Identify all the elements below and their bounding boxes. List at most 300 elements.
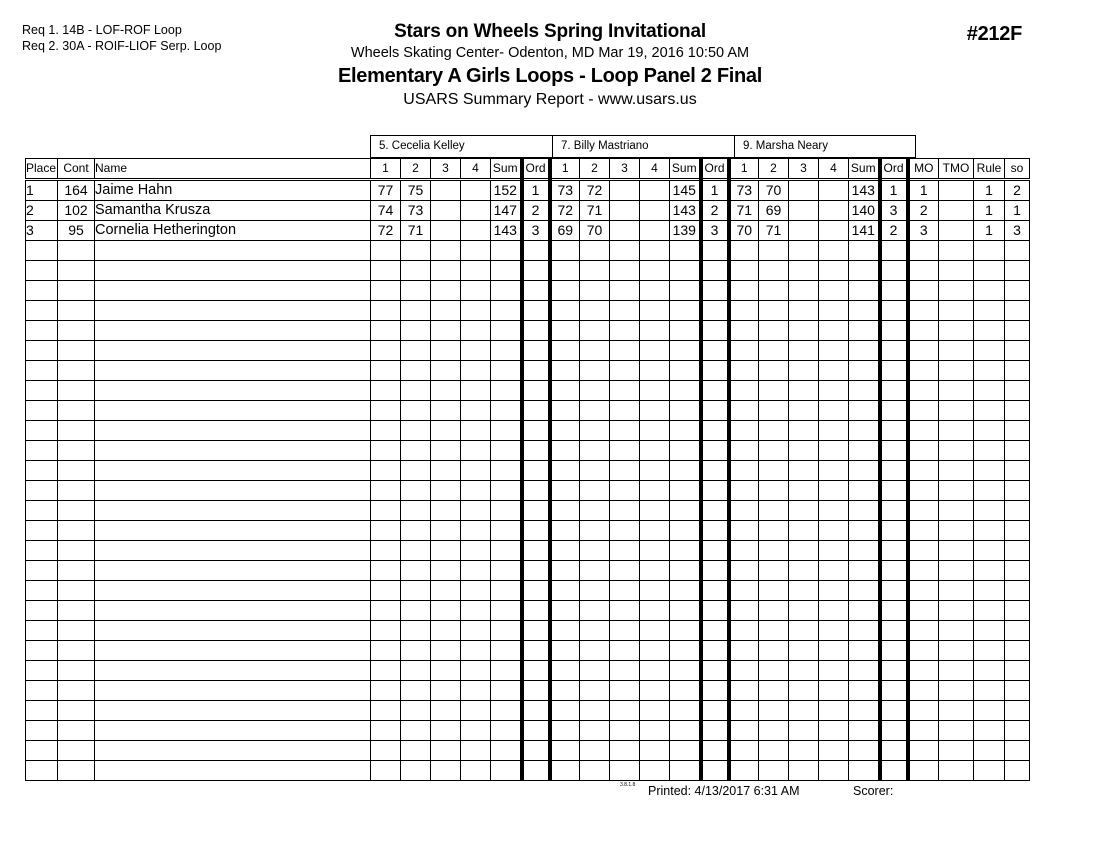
cell-judge2-element4 [640, 401, 670, 421]
cell-cont [58, 301, 95, 321]
cell-rule [974, 441, 1005, 461]
cell-judge3-element1 [729, 341, 759, 361]
cell-judge3-sum [849, 481, 880, 501]
cell-judge3-element2 [759, 541, 789, 561]
column-header-judge2-ord: Ord [701, 159, 729, 180]
column-header-tmo: TMO [939, 159, 974, 180]
judge-panel-1: 5. Cecelia Kelley [370, 135, 552, 158]
cell-so [1005, 421, 1030, 441]
report-number: #212F [966, 23, 1022, 45]
cell-judge2-element1 [550, 421, 580, 441]
cell-judge2-sum [670, 581, 701, 601]
cell-judge3-ord [880, 601, 908, 621]
table-row-empty[interactable] [26, 241, 1030, 261]
column-header-rule: Rule [974, 159, 1005, 180]
cell-judge3-element1 [729, 561, 759, 581]
cell-judge3-sum [849, 441, 880, 461]
cell-judge2-element2 [580, 541, 610, 561]
cell-cont [58, 621, 95, 641]
cell-judge1-element2 [401, 481, 431, 501]
cell-tmo [939, 661, 974, 681]
cell-judge1-element4 [461, 521, 491, 541]
cell-place [26, 641, 58, 661]
cell-judge1-element4 [461, 180, 491, 201]
cell-judge1-element2 [401, 621, 431, 641]
cell-name: Jaime Hahn [95, 180, 371, 201]
cell-so [1005, 561, 1030, 581]
cell-tmo [939, 521, 974, 541]
cell-so [1005, 541, 1030, 561]
cell-mo: 2 [908, 201, 939, 221]
cell-judge3-ord [880, 421, 908, 441]
cell-judge2-sum [670, 601, 701, 621]
cell-judge2-element2 [580, 421, 610, 441]
cell-judge1-element1 [371, 361, 401, 381]
cell-cont [58, 581, 95, 601]
cell-judge1-element2 [401, 341, 431, 361]
cell-tmo [939, 221, 974, 241]
cell-judge1-element2: 71 [401, 221, 431, 241]
cell-place [26, 741, 58, 761]
cell-judge3-sum [849, 561, 880, 581]
cell-judge2-ord [701, 701, 729, 721]
table-row-empty[interactable] [26, 281, 1030, 301]
cell-judge2-sum [670, 461, 701, 481]
cell-tmo [939, 481, 974, 501]
cell-name [95, 361, 371, 381]
table-row-empty[interactable] [26, 261, 1030, 281]
cell-judge1-element1 [371, 261, 401, 281]
cell-judge1-element3 [431, 180, 461, 201]
cell-place [26, 581, 58, 601]
cell-judge2-element1 [550, 321, 580, 341]
cell-judge1-element3 [431, 261, 461, 281]
cell-judge2-element2 [580, 361, 610, 381]
cell-judge2-element3 [610, 441, 640, 461]
table-row-empty[interactable] [26, 621, 1030, 641]
table-row-empty[interactable] [26, 481, 1030, 501]
cell-mo [908, 441, 939, 461]
cell-judge2-sum [670, 641, 701, 661]
cell-judge2-element2 [580, 661, 610, 681]
cell-judge1-sum [491, 321, 522, 341]
cell-cont [58, 561, 95, 581]
cell-tmo [939, 681, 974, 701]
cell-judge3-element2 [759, 481, 789, 501]
cell-judge1-ord [522, 761, 550, 781]
table-header-row [26, 159, 1030, 180]
cell-mo [908, 401, 939, 421]
cell-cont [58, 341, 95, 361]
cell-judge3-ord [880, 541, 908, 561]
cell-judge1-ord [522, 261, 550, 281]
cell-judge1-element4 [461, 281, 491, 301]
cell-judge3-element1 [729, 361, 759, 381]
cell-judge3-element1 [729, 681, 759, 701]
table-row-empty[interactable] [26, 701, 1030, 721]
cell-judge3-ord [880, 721, 908, 741]
cell-judge3-sum [849, 741, 880, 761]
cell-judge3-element1 [729, 421, 759, 441]
cell-judge1-ord: 3 [522, 221, 550, 241]
table-row-empty[interactable] [26, 341, 1030, 361]
cell-judge1-element3 [431, 741, 461, 761]
cell-judge2-element1 [550, 341, 580, 361]
cell-judge2-sum [670, 761, 701, 781]
cell-judge2-element1 [550, 761, 580, 781]
cell-judge3-ord [880, 481, 908, 501]
cell-judge3-element1 [729, 641, 759, 661]
cell-so: 1 [1005, 201, 1030, 221]
requirement-line-2: Req 2. 30A - ROIF-LIOF Serp. Loop [22, 39, 222, 53]
cell-so [1005, 721, 1030, 741]
cell-place [26, 501, 58, 521]
cell-judge2-ord: 2 [701, 201, 729, 221]
cell-judge1-element1 [371, 541, 401, 561]
column-header-judge1-element1: 1 [371, 159, 401, 180]
cell-judge1-element1 [371, 561, 401, 581]
cell-judge1-element3 [431, 681, 461, 701]
cell-judge2-element2 [580, 741, 610, 761]
cell-judge2-element4 [640, 641, 670, 661]
cell-judge3-element2 [759, 721, 789, 741]
cell-judge3-element3 [789, 281, 819, 301]
table-row-empty[interactable] [26, 461, 1030, 481]
cell-place [26, 701, 58, 721]
cell-mo [908, 641, 939, 661]
cell-judge1-element2 [401, 701, 431, 721]
cell-name [95, 721, 371, 741]
cell-judge3-element3 [789, 681, 819, 701]
cell-judge3-element2 [759, 521, 789, 541]
cell-judge1-element4 [461, 481, 491, 501]
cell-mo [908, 741, 939, 761]
cell-judge1-sum [491, 761, 522, 781]
cell-judge2-element4 [640, 361, 670, 381]
cell-judge3-ord [880, 561, 908, 581]
cell-judge2-sum [670, 501, 701, 521]
cell-judge2-ord [701, 501, 729, 521]
cell-tmo [939, 721, 974, 741]
cell-rule [974, 621, 1005, 641]
judge-panel-3: 9. Marsha Neary [734, 135, 916, 158]
cell-judge1-element3 [431, 721, 461, 741]
table-row-empty[interactable] [26, 641, 1030, 661]
table-row-empty[interactable] [26, 401, 1030, 421]
cell-judge1-element1 [371, 581, 401, 601]
cell-judge2-element4 [640, 381, 670, 401]
cell-judge3-element2 [759, 441, 789, 461]
cell-so [1005, 461, 1030, 481]
cell-judge3-element4 [819, 421, 849, 441]
column-header-mo: MO [908, 159, 939, 180]
cell-judge1-element3 [431, 541, 461, 561]
cell-judge3-element3 [789, 381, 819, 401]
cell-judge3-element3 [789, 461, 819, 481]
table-row-empty[interactable] [26, 361, 1030, 381]
cell-place: 3 [26, 221, 58, 241]
cell-judge2-element2 [580, 441, 610, 461]
cell-judge1-element1: 72 [371, 221, 401, 241]
table-row-empty[interactable] [26, 581, 1030, 601]
cell-judge3-ord: 1 [880, 180, 908, 201]
table-row-empty[interactable] [26, 421, 1030, 441]
cell-tmo [939, 361, 974, 381]
table-row-empty[interactable] [26, 441, 1030, 461]
table-row-empty[interactable] [26, 381, 1030, 401]
cell-judge3-element3 [789, 601, 819, 621]
cell-place [26, 461, 58, 481]
cell-judge1-element3 [431, 521, 461, 541]
cell-judge1-element1 [371, 381, 401, 401]
cell-judge1-sum [491, 521, 522, 541]
cell-judge2-element3 [610, 281, 640, 301]
cell-mo [908, 721, 939, 741]
cell-tmo [939, 261, 974, 281]
cell-judge2-element3 [610, 381, 640, 401]
cell-mo [908, 321, 939, 341]
cell-judge3-element4 [819, 261, 849, 281]
cell-name [95, 301, 371, 321]
cell-judge3-element1 [729, 281, 759, 301]
cell-judge2-ord [701, 321, 729, 341]
cell-judge2-ord [701, 581, 729, 601]
cell-judge1-element4 [461, 401, 491, 421]
cell-judge2-element3 [610, 401, 640, 421]
cell-rule [974, 641, 1005, 661]
cell-judge2-element4 [640, 721, 670, 741]
table-row-empty[interactable] [26, 561, 1030, 581]
cell-judge1-sum [491, 641, 522, 661]
cell-judge2-sum [670, 721, 701, 741]
cell-judge3-element2 [759, 241, 789, 261]
cell-judge2-sum [670, 281, 701, 301]
cell-rule [974, 741, 1005, 761]
cell-judge1-ord [522, 601, 550, 621]
cell-mo [908, 261, 939, 281]
cell-judge2-ord [701, 761, 729, 781]
cell-judge2-sum [670, 541, 701, 561]
cell-judge2-element4 [640, 341, 670, 361]
cell-judge3-ord [880, 521, 908, 541]
cell-mo [908, 541, 939, 561]
cell-judge1-element1 [371, 621, 401, 641]
cell-judge2-element1 [550, 361, 580, 381]
cell-judge3-element3 [789, 701, 819, 721]
cell-so [1005, 761, 1030, 781]
cell-judge1-sum [491, 601, 522, 621]
cell-judge3-element2 [759, 421, 789, 441]
table-row-empty[interactable] [26, 601, 1030, 621]
cell-mo: 3 [908, 221, 939, 241]
table-row-empty[interactable] [26, 521, 1030, 541]
cell-judge2-element3 [610, 180, 640, 201]
cell-judge3-element4 [819, 321, 849, 341]
cell-judge2-element1 [550, 261, 580, 281]
table-row[interactable] [26, 201, 1030, 221]
cell-judge2-sum [670, 401, 701, 421]
cell-so [1005, 661, 1030, 681]
cell-judge1-element3 [431, 221, 461, 241]
cell-judge3-ord [880, 661, 908, 681]
cell-judge2-sum [670, 361, 701, 381]
cell-judge1-sum: 147 [491, 201, 522, 221]
cell-place [26, 661, 58, 681]
table-row-empty[interactable] [26, 721, 1030, 741]
cell-judge3-element1 [729, 661, 759, 681]
cell-judge3-element1 [729, 401, 759, 421]
cell-judge3-element3 [789, 441, 819, 461]
cell-tmo [939, 441, 974, 461]
table-row[interactable] [26, 180, 1030, 201]
cell-mo [908, 581, 939, 601]
cell-judge1-sum [491, 401, 522, 421]
cell-name [95, 281, 371, 301]
column-header-so: so [1005, 159, 1030, 180]
cell-judge2-element4 [640, 321, 670, 341]
cell-judge3-element4 [819, 541, 849, 561]
cell-judge3-element1 [729, 721, 759, 741]
cell-so: 3 [1005, 221, 1030, 241]
cell-so [1005, 321, 1030, 341]
cell-judge3-element2 [759, 641, 789, 661]
cell-judge3-element4 [819, 721, 849, 741]
cell-tmo [939, 561, 974, 581]
cell-judge3-ord [880, 701, 908, 721]
cell-judge1-sum: 143 [491, 221, 522, 241]
table-row-empty[interactable] [26, 301, 1030, 321]
cell-name: Samantha Krusza [95, 201, 371, 221]
cell-judge3-element2: 69 [759, 201, 789, 221]
cell-so [1005, 681, 1030, 701]
cell-judge2-element2 [580, 721, 610, 741]
cell-rule [974, 321, 1005, 341]
cell-name [95, 761, 371, 781]
cell-judge3-element3 [789, 180, 819, 201]
cell-judge2-element4 [640, 681, 670, 701]
cell-so [1005, 441, 1030, 461]
cell-judge2-sum [670, 481, 701, 501]
table-row-empty[interactable] [26, 761, 1030, 781]
cell-cont [58, 601, 95, 621]
cell-so [1005, 641, 1030, 661]
cell-place [26, 601, 58, 621]
cell-judge1-element3 [431, 361, 461, 381]
table-row-empty[interactable] [26, 741, 1030, 761]
cell-judge2-element2 [580, 261, 610, 281]
cell-judge2-ord [701, 721, 729, 741]
cell-judge1-ord [522, 501, 550, 521]
cell-cont [58, 461, 95, 481]
cell-mo [908, 361, 939, 381]
table-row-empty[interactable] [26, 501, 1030, 521]
cell-judge2-element4 [640, 701, 670, 721]
cell-judge3-sum [849, 681, 880, 701]
cell-judge3-element4 [819, 381, 849, 401]
cell-judge2-element3 [610, 561, 640, 581]
cell-judge3-ord [880, 741, 908, 761]
cell-judge3-element1 [729, 761, 759, 781]
cell-judge3-ord [880, 301, 908, 321]
cell-judge1-element1: 77 [371, 180, 401, 201]
cell-judge1-element2 [401, 581, 431, 601]
cell-judge2-element1 [550, 541, 580, 561]
cell-mo [908, 481, 939, 501]
table-row-empty[interactable] [26, 681, 1030, 701]
cell-name [95, 401, 371, 421]
score-table [25, 158, 1030, 781]
cell-judge2-element2 [580, 521, 610, 541]
cell-judge2-element1: 73 [550, 180, 580, 201]
cell-judge2-element1 [550, 741, 580, 761]
cell-judge1-element3 [431, 301, 461, 321]
cell-judge2-element3 [610, 301, 640, 321]
cell-judge1-element4 [461, 341, 491, 361]
cell-judge3-element4 [819, 741, 849, 761]
cell-judge1-element3 [431, 461, 461, 481]
cell-mo: 1 [908, 180, 939, 201]
cell-place [26, 381, 58, 401]
cell-cont [58, 641, 95, 661]
cell-judge2-ord [701, 281, 729, 301]
cell-judge3-sum [849, 321, 880, 341]
cell-judge2-element3 [610, 601, 640, 621]
table-row-empty[interactable] [26, 321, 1030, 341]
cell-judge1-element2 [401, 541, 431, 561]
table-row[interactable] [26, 221, 1030, 241]
cell-name [95, 641, 371, 661]
cell-tmo [939, 341, 974, 361]
cell-rule: 1 [974, 180, 1005, 201]
cell-judge3-element2: 71 [759, 221, 789, 241]
cell-judge3-sum [849, 381, 880, 401]
cell-judge2-element4 [640, 541, 670, 561]
cell-judge2-element2 [580, 401, 610, 421]
cell-judge3-element3 [789, 241, 819, 261]
cell-so [1005, 581, 1030, 601]
table-row-empty[interactable] [26, 541, 1030, 561]
cell-judge1-element4 [461, 501, 491, 521]
cell-judge1-element2 [401, 641, 431, 661]
cell-judge1-sum [491, 501, 522, 521]
cell-judge2-element2 [580, 461, 610, 481]
cell-judge2-element2 [580, 681, 610, 701]
cell-judge2-ord [701, 441, 729, 461]
cell-judge1-element3 [431, 421, 461, 441]
cell-judge3-element3 [789, 401, 819, 421]
cell-name [95, 241, 371, 261]
cell-name [95, 561, 371, 581]
cell-judge2-element3 [610, 361, 640, 381]
cell-judge2-ord [701, 341, 729, 361]
cell-judge3-element1 [729, 441, 759, 461]
cell-judge1-element1 [371, 521, 401, 541]
cell-judge2-element3 [610, 661, 640, 681]
cell-tmo [939, 281, 974, 301]
cell-place [26, 421, 58, 441]
table-row-empty[interactable] [26, 661, 1030, 681]
cell-judge2-element3 [610, 481, 640, 501]
cell-mo [908, 701, 939, 721]
cell-judge1-element3 [431, 381, 461, 401]
cell-mo [908, 661, 939, 681]
cell-judge1-element4 [461, 701, 491, 721]
cell-judge3-element1 [729, 321, 759, 341]
cell-judge1-element2 [401, 381, 431, 401]
column-header-judge2-element3: 3 [610, 159, 640, 180]
cell-judge1-element3 [431, 561, 461, 581]
cell-judge1-element1 [371, 281, 401, 301]
